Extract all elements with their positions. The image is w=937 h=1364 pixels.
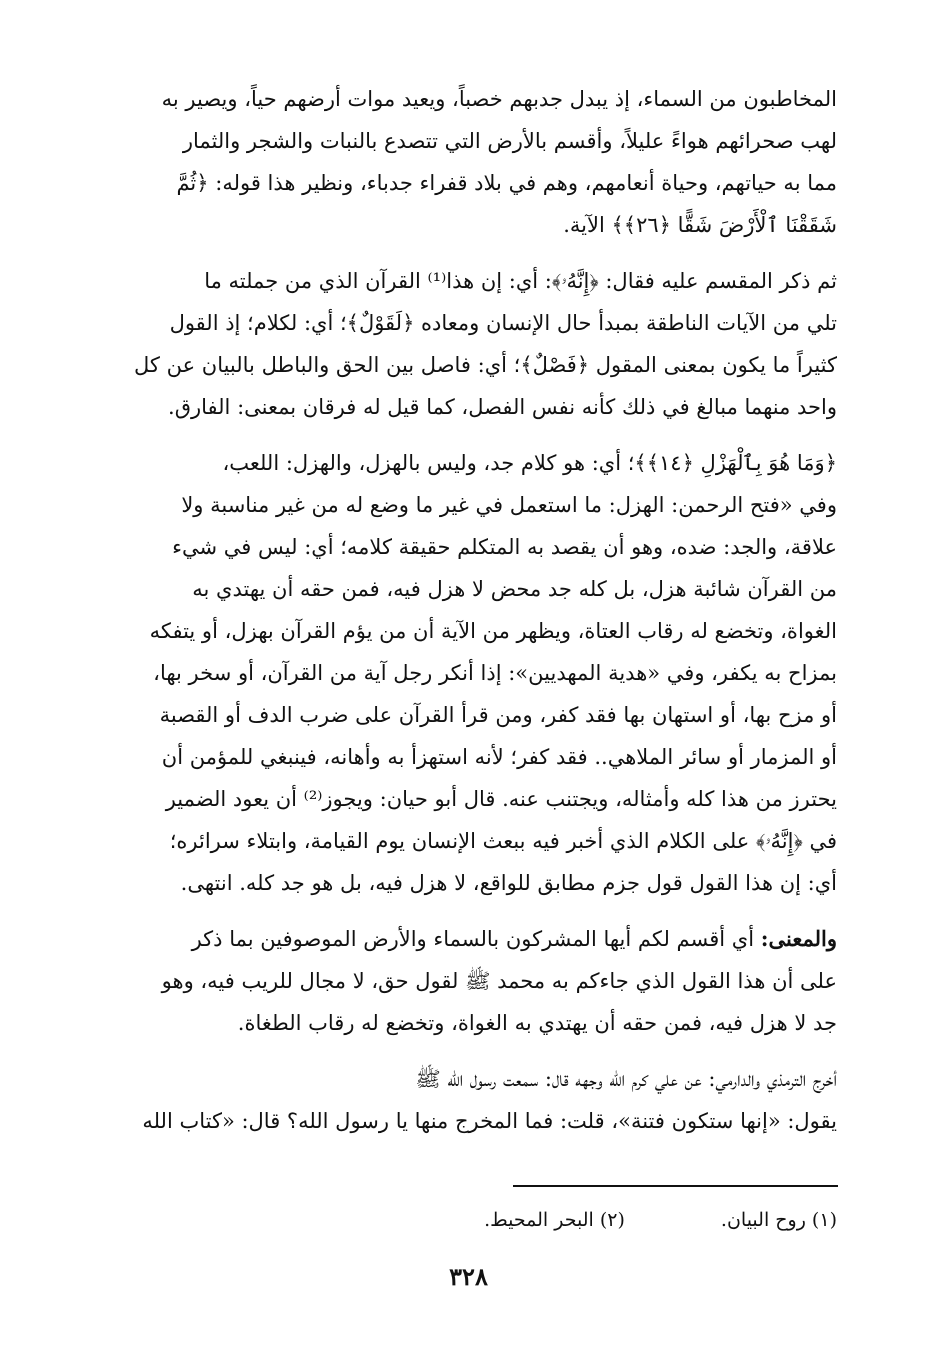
text-line: أو المزمار أو سائر الملاهي.. فقد كفر؛ لأنه استهزأ به وأهانه، فينبغي للمؤمن أن xyxy=(161,745,837,769)
footnote-2: (٢) البحر المحيط. xyxy=(484,1209,625,1231)
text-line xyxy=(100,918,837,960)
text-line: من القرآن شائبة هزل، بل كله جد محض لا هزل فيه، فمن حقه أن يهتدي به xyxy=(192,577,837,601)
text-line: أخرج الترمذي والدارمي: عن علي كرم الله وجهه قال: سمعت رسول الله ﷺ xyxy=(415,1067,837,1091)
paragraph-2 xyxy=(100,260,837,428)
text-line: يحترز من هذا كله وأمثاله، ويجتنب عنه. قال أبو حيان: ويجوز⁽²⁾ أن يعود الضمير xyxy=(165,787,837,811)
text-line: جد لا هزل فيه، فمن حقه أن يهتدي به الغواة، وتخضع له رقاب الطغاة. xyxy=(237,1011,837,1035)
paragraph-3 xyxy=(100,442,837,904)
footnotes xyxy=(100,1205,837,1235)
meaning-lead: والمعنى: xyxy=(760,926,837,951)
paragraph-4 xyxy=(100,918,837,1044)
text-line: أي: إن هذا القول قول جزم مطابق للواقع، لا هزل فيه، بل هو جد كله. انتهى. xyxy=(180,871,837,895)
footnote-1: (١) روح البيان. xyxy=(720,1209,837,1231)
text-line: الغواة، وتخضع له رقاب العتاة، ويظهر من الآية أن من يؤم القرآن بهزل، أو يتفكه xyxy=(149,619,837,643)
text-line-rest: أي أقسم لكم أيها المشركون بالسماء والأرض الموصوفين بما ذكر xyxy=(191,927,761,951)
text-line: كثيراً ما يكون بمعنى المقول ﴿فَصْلٌ﴾؛ أي: فاصل بين الحق والباطل بالبيان عن كل xyxy=(134,353,837,377)
paragraph-5 xyxy=(100,1058,837,1142)
text-line: على أن هذا القول الذي جاءكم به محمد ﷺ لقول حق، لا مجال للريب فيه، وهو xyxy=(161,969,837,993)
footnote-separator xyxy=(513,1185,838,1187)
text-line: تلي من الآيات الناطقة بمبدأ حال الإنسان ومعاده ﴿لَقَوْلٌ﴾؛ أي: لكلام؛ إذ القول xyxy=(169,311,837,335)
text-line: شَقَقْنَا ٱلْأَرْضَ شَقًّا ﴿٢٦﴾﴾ الآية. xyxy=(563,213,837,237)
text-line: بمزاح به يكفر، وفي «هدية المهديين»: إذا أنكر رجل آية من القرآن، أو سخر بها، xyxy=(153,661,837,685)
paragraph-1 xyxy=(100,78,837,246)
text-line: علاقة، والجد: ضده، وهو أن يقصد به المتكلم حقيقة كلامه؛ أي: ليس في شيء xyxy=(172,535,837,559)
text-line: واحد منهما مبالغ في ذلك كأنه نفس الفصل، كما قيل له فرقان بمعنى: الفارق. xyxy=(168,395,837,419)
text-line: لهب صحرائهم هواءً عليلاً، وأقسم بالأرض التي تتصدع بالنبات والشجر والثمار xyxy=(182,129,837,153)
text-line: المخاطبون من السماء، إذ يبدل جدبهم خصباً، ويعيد موات أرضهم حياً، ويصير به xyxy=(161,87,837,111)
text-line: أو مزح بها، أو استهان بها فقد كفر، ومن قرأ القرآن على ضرب الدف أو القصبة xyxy=(159,703,837,727)
main-text xyxy=(100,78,837,1156)
page-number: ٣٢٨ xyxy=(449,1262,488,1291)
text-line: ثم ذكر المقسم عليه فقال: ﴿إِنَّهُۥ﴾: أي: إن هذا⁽¹⁾ القرآن الذي من جملته ما xyxy=(204,269,837,293)
text-line: ﴿وَمَا هُوَ بِٱلْهَزْلِ ﴿١٤﴾﴾؛ أي: هو كلام جد، وليس بالهزل، والهزل: اللعب، xyxy=(222,451,837,475)
text-line: وفي «فتح الرحمن: الهزل: ما استعمل في غير ما وضع له من غير مناسبة ولا xyxy=(181,493,837,517)
text-line: مما به حياتهم، وحياة أنعامهم، وهم في بلاد قفراء جدباء، ونظير هذا قوله: ﴿ثُمَّ xyxy=(176,171,837,195)
text-line: في ﴿إِنَّهُۥ﴾ على الكلام الذي أخبر فيه ببعث الإنسان يوم القيامة، وابتلاء سرائره؛ xyxy=(169,829,837,853)
text-line: يقول: «إنها ستكون فتنة»، قلت: فما المخرج منها يا رسول الله؟ قال: «كتاب الله xyxy=(142,1109,837,1133)
